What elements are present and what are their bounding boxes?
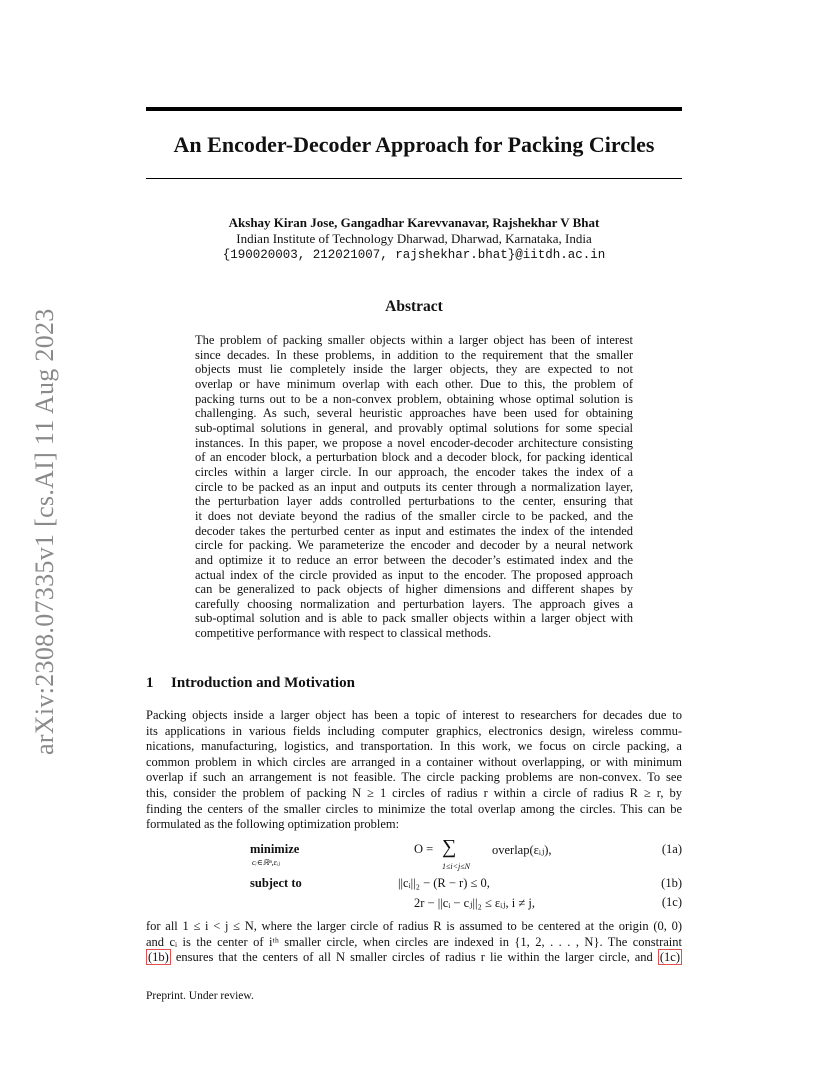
title-bottom-rule bbox=[146, 178, 682, 179]
equation-row-1a bbox=[146, 836, 682, 871]
intro-line: formulated as the following optimization problem: bbox=[146, 817, 400, 832]
subject-to-label: subject to bbox=[250, 876, 302, 890]
body-line bbox=[146, 950, 682, 966]
intro-paragraph bbox=[146, 708, 682, 833]
abstract-line: challenging. As such, several heuristic approaches have been used for obtaining bbox=[195, 406, 633, 421]
section-number: 1 bbox=[146, 675, 154, 691]
equation-ref-link[interactable]: (1c) bbox=[659, 950, 680, 965]
equation-ref-link[interactable]: (1b) bbox=[148, 950, 169, 965]
equation-number: (1b) bbox=[661, 876, 682, 890]
author-emails: {190020003, 212021007, rajshekhar.bhat}@iitdh.ac.in bbox=[222, 248, 606, 262]
abstract-line: sub-optimal solution and is able to pack smaller objects within a larger object with bbox=[195, 611, 633, 626]
abstract-line: packing turns out to be a non-convex problem, obtaining whose optimal solution is bbox=[195, 391, 633, 406]
abstract-line: since decades. In these problems, in addition to the requirement that the smaller bbox=[195, 347, 633, 362]
objective-lhs: O = bbox=[414, 842, 434, 856]
abstract-line: can be generalized to pack objects of higher dimensions and different shapes by bbox=[195, 582, 633, 597]
abstract-line: overlap or have minimum overlap with each other. Due to this, the problem of bbox=[195, 376, 633, 391]
intro-line: its applications in various fields including computer graphics, electronics design, wireless commu- bbox=[146, 723, 682, 738]
intro-line: finding the centers of the smaller circles to minimize the total overlap among the circles. This can be bbox=[146, 801, 682, 816]
sum-symbol: ∑ bbox=[442, 836, 457, 858]
abstract-line: actual index of the circle provided as input to the encoder. The proposed approach bbox=[195, 567, 633, 582]
title-top-rule bbox=[146, 107, 682, 111]
abstract-line: The problem of packing smaller objects within a larger object has been of interest bbox=[195, 333, 633, 347]
author-block bbox=[146, 215, 682, 263]
abstract-line: carefully choosing normalization and perturbation layers. The approach gives a bbox=[195, 596, 633, 611]
post-equation-paragraph bbox=[146, 919, 682, 966]
abstract-body bbox=[195, 333, 633, 641]
constraint-c: 2r − ||cᵢ − cⱼ||₂ ≤ εᵢⱼ, i ≠ j, bbox=[414, 896, 535, 910]
body-line: and cᵢ is the center of iᵗʰ smaller circle, when circles are indexed in {1, 2, . . . , N}. The constraint bbox=[146, 934, 682, 949]
paper-title: An Encoder-Decoder Approach for Packing Circles bbox=[173, 132, 655, 157]
abstract-heading: Abstract bbox=[385, 298, 443, 315]
optimization-problem bbox=[146, 838, 682, 913]
abstract-line: decoder takes the perturbed center as input and estimates the index of the intended bbox=[195, 523, 633, 538]
abstract-line: of an encoder block, a perturbation block and a decoder block, for packing identical bbox=[195, 450, 633, 465]
abstract-line: competitive performance with respect to classical methods. bbox=[195, 626, 492, 641]
sum-subscript: 1≤i<j≤N bbox=[442, 862, 470, 871]
intro-line: nications, manufacturing, logistics, and transportation. In this work, we focus on circle packing, a bbox=[146, 739, 682, 754]
intro-line: overlap if such an arrangement is not feasible. The circle packing problems are non-convex. To see bbox=[146, 770, 682, 785]
intro-line: Packing objects inside a larger object has been a topic of interest to researchers for decades due to bbox=[146, 708, 682, 722]
abstract-line: circle for packing. We parameterize the encoder and decoder by a neural network bbox=[195, 538, 633, 553]
equation-row-1c bbox=[146, 895, 682, 911]
abstract-line: circle to be packed as an input and outputs its center through a normalization layer, bbox=[195, 479, 633, 494]
section-title: Introduction and Motivation bbox=[171, 675, 355, 691]
minimize-subscript: cᵢ∈ℝⁿ,εᵢⱼ bbox=[252, 858, 281, 867]
abstract-line: objects must lie completely inside the larger objects, they are expected to not bbox=[195, 362, 633, 377]
abstract-line: sub-optimal solutions in general, and provably optimal solutions for some special bbox=[195, 420, 633, 435]
author-names: Akshay Kiran Jose, Gangadhar Karevvanavar, Rajshekhar V Bhat bbox=[228, 215, 600, 230]
footer-note: Preprint. Under review. bbox=[146, 990, 254, 1002]
section-heading bbox=[146, 675, 682, 692]
abstract-line: the perturbation layer adds controlled perturbations to the center, ensuring that bbox=[195, 494, 633, 509]
abstract-line: instances. In this paper, we propose a novel encoder-decoder architecture consisting bbox=[195, 435, 633, 450]
abstract-line: it does not deviate beyond the radius of the smaller circle to be packed, and the bbox=[195, 508, 633, 523]
body-text: ensures that the centers of all N smaller circles of radius r lie within the larger circle, and bbox=[170, 950, 658, 965]
arxiv-identifier bbox=[4, 290, 74, 760]
objective-term: overlap(εᵢⱼ), bbox=[492, 843, 552, 857]
abstract-line: circles within a larger circle. In our approach, the encoder takes the index of a bbox=[195, 464, 633, 479]
intro-line: this, consider the problem of packing N ≥ 1 circles of radius r within a circle of radius R ≥ r, by bbox=[146, 785, 682, 800]
equation-number: (1a) bbox=[661, 842, 682, 856]
intro-line: common problem in which circles are arranged in a container without overlapping, or with minimum bbox=[146, 754, 682, 769]
equation-row-1b bbox=[146, 876, 682, 892]
constraint-b: ||cᵢ||₂ − (R − r) ≤ 0, bbox=[398, 876, 490, 890]
body-line: for all 1 ≤ i < j ≤ N, where the larger circle of radius R is assumed to be centered at the origin (0, 0) bbox=[146, 919, 682, 933]
minimize-label: minimize bbox=[250, 842, 300, 856]
arxiv-identifier-text: arXiv:2308.07335v1 [cs.AI] 11 Aug 2023 bbox=[30, 308, 59, 755]
abstract-line: and optimize it to reduce an error between the decoder’s estimated index and the bbox=[195, 552, 633, 567]
equation-number: (1c) bbox=[661, 895, 682, 909]
author-affiliation: Indian Institute of Technology Dharwad, Dharwad, Karnataka, India bbox=[236, 231, 592, 246]
